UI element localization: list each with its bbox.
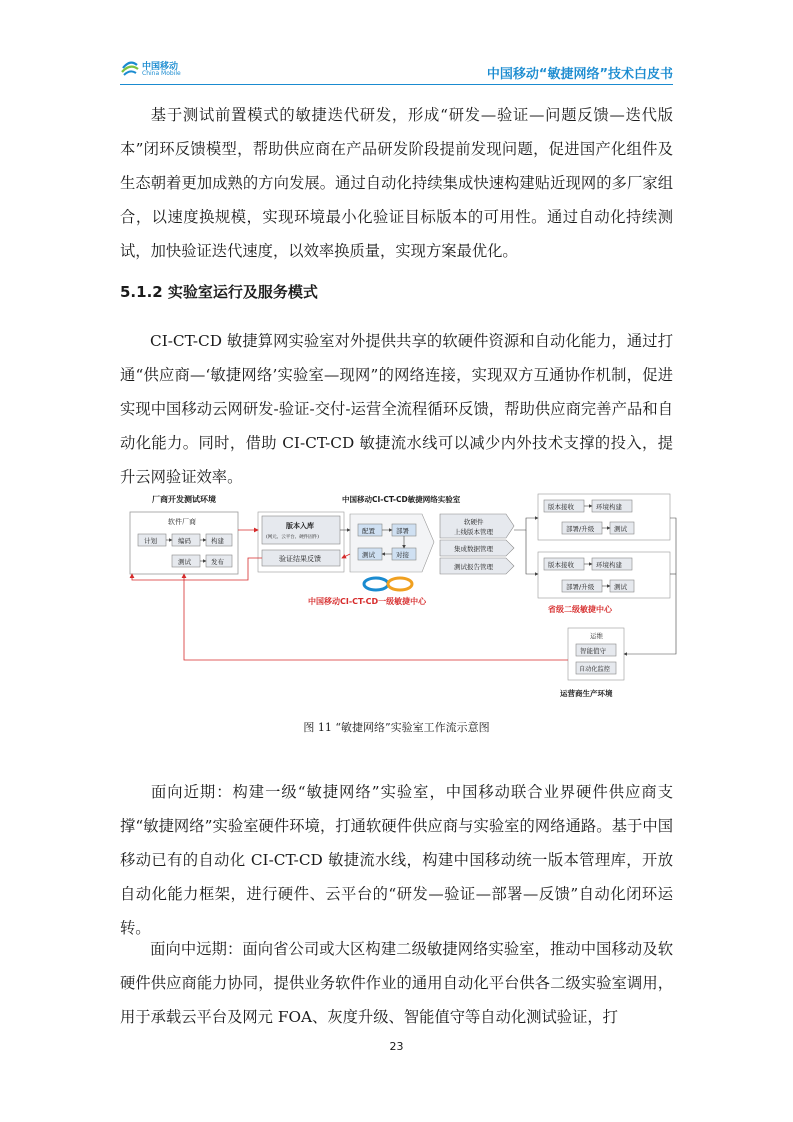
node-env2-label: 环境构建 [596, 561, 622, 569]
version-in-sub: (网元、云平台、硬件固件) [266, 535, 320, 540]
node-recv1-label: 版本接收 [548, 503, 574, 511]
node-env1-label: 环境构建 [596, 503, 622, 511]
header-divider [120, 84, 673, 85]
center1-label: 中国移动CI-CT-CD一级敏捷中心 [308, 597, 427, 606]
node-auto-monitor-label: 自动化监控 [579, 666, 610, 673]
figure-caption: 图 11 “敏捷网络”实验室工作流示意图 [303, 721, 490, 734]
paragraph-2-text: CI-CT-CD 敏捷算网实验室对外提供共享的软硬件资源和自动化能力，通过打通“供应商—‘敏捷网络’实验室—现网”的网络连接，实现双方互通协作机制，促进实现中国移动云网研发-验证-交付-运营全流程循环反馈，帮助供应商完善产品和自动化能力。同时，借助 CI-CT-CD 敏捷流水线可以减少内外技术支撑的投入，提升云网验证效率。 [120, 332, 673, 486]
ci-ct-cd-loop-icon [364, 578, 412, 590]
page-number: 23 [389, 1040, 404, 1053]
node-lab-test-label: 测试 [362, 551, 375, 559]
node-release-label: 发布 [211, 558, 224, 566]
node-test-label: 测试 [178, 558, 191, 566]
node-plan-label: 计划 [144, 537, 157, 545]
vendor-box-title: 软件厂商 [168, 518, 196, 526]
node-deploy-label: 部署 [396, 527, 409, 535]
prod-env-label: 运营商生产环境 [560, 689, 613, 698]
node-config-label: 配置 [362, 527, 375, 535]
node-code-label: 编码 [178, 537, 191, 545]
china-mobile-logo [120, 57, 190, 83]
node-recv2-label: 版本接收 [548, 561, 574, 569]
logo-text-en: China Mobile [142, 70, 181, 77]
paragraph-4 [120, 932, 673, 1034]
paragraph-1-text: 基于测试前置模式的敏捷迭代研发，形成“研发—验证—问题反馈—迭代版本”闭环反馈模型，帮助供应商在产品研发阶段提前发现问题，促进国产化组件及生态朝着更加成熟的方向发展。通过自动化持续集成快速构建贴近现网的多厂家组合，以速度换规模，实现环境最小化验证目标版本的可用性。通过自动化持续测试，加快验证迭代速度，以效率换质量，实现方案最优化。 [120, 106, 673, 260]
lab-title: 中国移动CI-CT-CD敏捷网络实验室 [342, 495, 461, 504]
section-heading: 5.1.2 实验室运行及服务模式 [120, 283, 318, 301]
node-test1-label: 测试 [614, 525, 627, 533]
report-mgmt-label: 测试报告管理 [454, 563, 493, 571]
china-mobile-logo-icon [120, 57, 140, 79]
node-compare-label: 对接 [396, 551, 409, 559]
paragraph-2 [120, 324, 673, 494]
paragraph-1 [120, 98, 673, 268]
verify-feedback-label: 验证结果反馈 [279, 555, 321, 563]
version-in-label: 版本入库 [286, 522, 314, 530]
data-mgmt-label: 集成数据管理 [454, 545, 493, 553]
center2-label: 省级二级敏捷中心 [548, 605, 612, 614]
node-build-label: 构建 [211, 537, 224, 545]
paragraph-4-text: 面向中远期：面向省公司或大区构建二级敏捷网络实验室，推动中国移动及软硬件供应商能力协同，提供业务软件作业的通用自动化平台供各二级实验室调用，用于承载云平台及网元 FOA、灰度升级、智能值守等自动化测试验证，打 [120, 940, 673, 1026]
paragraph-3-text: 面向近期：构建一级“敏捷网络”实验室，中国移动联合业界硬件供应商支撑“敏捷网络”实验室硬件环境，打通软硬件供应商与实验室的网络通路。基于中国移动已有的自动化 CI-CT-CD 敏捷流水线，构建中国移动统一版本管理库，开放自动化能力框架，进行硬件、云平台的“研发—验证—部署—反馈”自动化闭环运转。 [120, 783, 673, 937]
node-test2-label: 测试 [614, 583, 627, 591]
paragraph-3 [120, 775, 673, 945]
sw-hw-label: 软硬件 [464, 518, 484, 526]
logo-text-cn: 中国移动 [142, 62, 179, 72]
node-deploy2-label: 部署/升级 [566, 583, 595, 591]
lab-workflow-diagram [120, 490, 680, 705]
vendor-env-title: 厂商开发测试环境 [152, 495, 216, 504]
node-smart-duty-label: 智能值守 [580, 647, 606, 655]
ops-label: 运维 [590, 632, 603, 640]
node-deploy1-label: 部署/升级 [566, 525, 595, 533]
version-mgmt-label: 上线版本管理 [454, 528, 493, 536]
document-title: 中国移动“敏捷网络”技术白皮书 [486, 67, 673, 82]
